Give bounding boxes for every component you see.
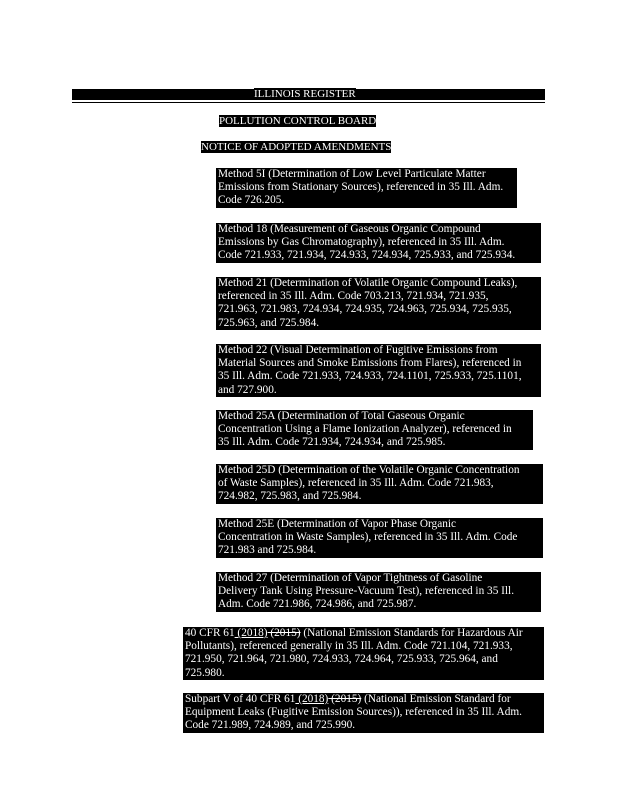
method-25e: Method 25E (Determination of Vapor Phase Organic Concentration in Waste Samples), referenced in 35 Ill. Adm. Code 721.983 and 725.984. — [216, 518, 543, 558]
cfr-61-old-year: (2015) — [267, 627, 301, 639]
method-21: Method 21 (Determination of Volatile Organic Compound Leaks), referenced in 35 Ill. Adm. Code 703.213, 721.934, 721.935, 721.963, 721.983, 724.934, 724.935, 724.963, 725.934, 725.935, 725.963, and 725.984. — [216, 277, 541, 330]
subpart-v-prefix: Subpart V of 40 CFR 61 — [185, 693, 296, 705]
cfr-61-rest: (National Emission Standards for Hazardous Air Pollutants), referenced generally in 35 Ill. Adm. Code 721.104, 721.933, 721.950, 721.964, 721.980, 724.933, 724.964, 725.933, 725.964, and 725.980. — [185, 627, 523, 679]
method-18: Method 18 (Measurement of Gaseous Organic Compound Emissions by Gas Chromatography), referenced in 35 Ill. Adm. Code 721.933, 721.934, 724.933, 724.934, 725.933, and 725.934. — [216, 223, 541, 263]
subpart-v-reference — [183, 693, 544, 733]
cfr-61-prefix: 40 CFR 61 — [185, 627, 235, 639]
method-5i: Method 5I (Determination of Low Level Particulate Matter Emissions from Stationary Sources), referenced in 35 Ill. Adm. Code 726.205. — [216, 168, 517, 208]
subpart-v-rest: (National Emission Standard for Equipment Leaks (Fugitive Emission Sources)), referenced in 35 Ill. Adm. Code 721.989, 724.989, and 725.990. — [185, 693, 522, 732]
method-22: Method 22 (Visual Determination of Fugitive Emissions from Material Sources and Smoke Emissions from Flares), referenced in 35 Ill. Adm. Code 721.933, 724.933, 724.1101, 725.933, 725.1101, and 727.900. — [216, 344, 541, 397]
board-title: POLLUTION CONTROL BOARD — [219, 115, 377, 127]
subpart-v-old-year: (2015) — [328, 693, 362, 705]
method-27: Method 27 (Determination of Vapor Tightness of Gasoline Delivery Tank Using Pressure-Vacuum Test), referenced in 35 Ill. Adm. Code 721.986, 724.986, and 725.987. — [216, 572, 541, 612]
notice-title: NOTICE OF ADOPTED AMENDMENTS — [201, 141, 392, 153]
method-25d: Method 25D (Determination of the Volatile Organic Concentration of Waste Samples), referenced in 35 Ill. Adm. Code 721.983, 724.982, 725.983, and 725.984. — [216, 464, 543, 504]
register-title: ILLINOIS REGISTER — [254, 88, 356, 100]
cfr-61-reference — [183, 627, 544, 680]
subpart-v-new-year: (2018) — [295, 693, 329, 705]
cfr-61-new-year: (2018) — [234, 627, 268, 639]
method-25a: Method 25A (Determination of Total Gaseous Organic Concentration Using a Flame Ionization Analyzer), referenced in 35 Ill. Adm. Code 721.934, 724.934, and 725.985. — [216, 410, 533, 450]
